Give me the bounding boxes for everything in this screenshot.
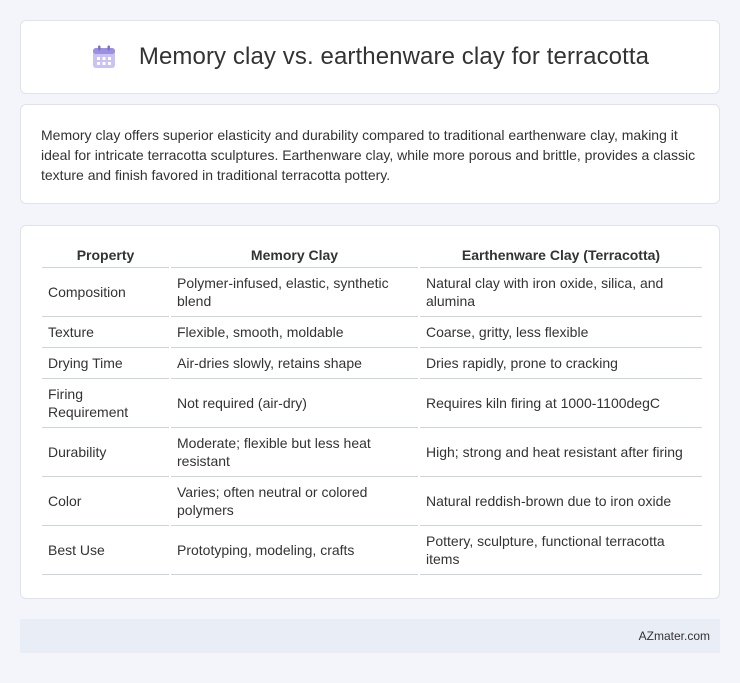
page-title: Memory clay vs. earthenware clay for terracotta (138, 43, 650, 70)
table-cell-earthenware-clay: Dries rapidly, prone to cracking (420, 348, 702, 379)
table-cell-property: Composition (42, 268, 169, 317)
title-card (20, 20, 720, 94)
table-cell-earthenware-clay: Requires kiln firing at 1000-1100degC (420, 379, 702, 428)
table-row (42, 348, 702, 379)
table-cell-memory-clay: Air-dries slowly, retains shape (171, 348, 418, 379)
table-row (42, 477, 702, 526)
calendar-icon (91, 44, 117, 70)
table-cell-memory-clay: Moderate; flexible but less heat resistant (171, 428, 418, 477)
column-header-earthenware-clay: Earthenware Clay (Terracotta) (420, 240, 702, 268)
footer (20, 619, 720, 653)
table-cell-earthenware-clay: Natural reddish-brown due to iron oxide (420, 477, 702, 526)
comparison-table (40, 240, 704, 575)
table-cell-property: Best Use (42, 526, 169, 575)
table-row (42, 428, 702, 477)
table-cell-memory-clay: Prototyping, modeling, crafts (171, 526, 418, 575)
table-cell-earthenware-clay: Coarse, gritty, less flexible (420, 317, 702, 348)
table-cell-earthenware-clay: High; strong and heat resistant after firing (420, 428, 702, 477)
table-cell-property: Texture (42, 317, 169, 348)
table-cell-earthenware-clay: Pottery, sculpture, functional terracotta items (420, 526, 702, 575)
table-cell-property: Color (42, 477, 169, 526)
table-header-row (42, 240, 702, 268)
comparison-table-card (20, 225, 720, 599)
table-row (42, 379, 702, 428)
intro-paragraph: Memory clay offers superior elasticity and durability compared to traditional earthenware clay, making it ideal for intricate terracotta sculptures. Earthenware clay, while more porous and brittle, provides a classic texture and finish favored in traditional terracotta pottery. (41, 127, 696, 183)
column-header-memory-clay: Memory Clay (171, 240, 418, 268)
table-row (42, 268, 702, 317)
table-cell-property: Drying Time (42, 348, 169, 379)
intro-card (20, 104, 720, 204)
table-row (42, 317, 702, 348)
table-cell-earthenware-clay: Natural clay with iron oxide, silica, and alumina (420, 268, 702, 317)
table-cell-property: Firing Requirement (42, 379, 169, 428)
column-header-property: Property (42, 240, 169, 268)
table-cell-memory-clay: Not required (air-dry) (171, 379, 418, 428)
table-cell-property: Durability (42, 428, 169, 477)
table-cell-memory-clay: Varies; often neutral or colored polymers (171, 477, 418, 526)
footer-brand: AZmater.com (638, 629, 710, 643)
table-cell-memory-clay: Polymer-infused, elastic, synthetic blend (171, 268, 418, 317)
table-cell-memory-clay: Flexible, smooth, moldable (171, 317, 418, 348)
table-row (42, 526, 702, 575)
